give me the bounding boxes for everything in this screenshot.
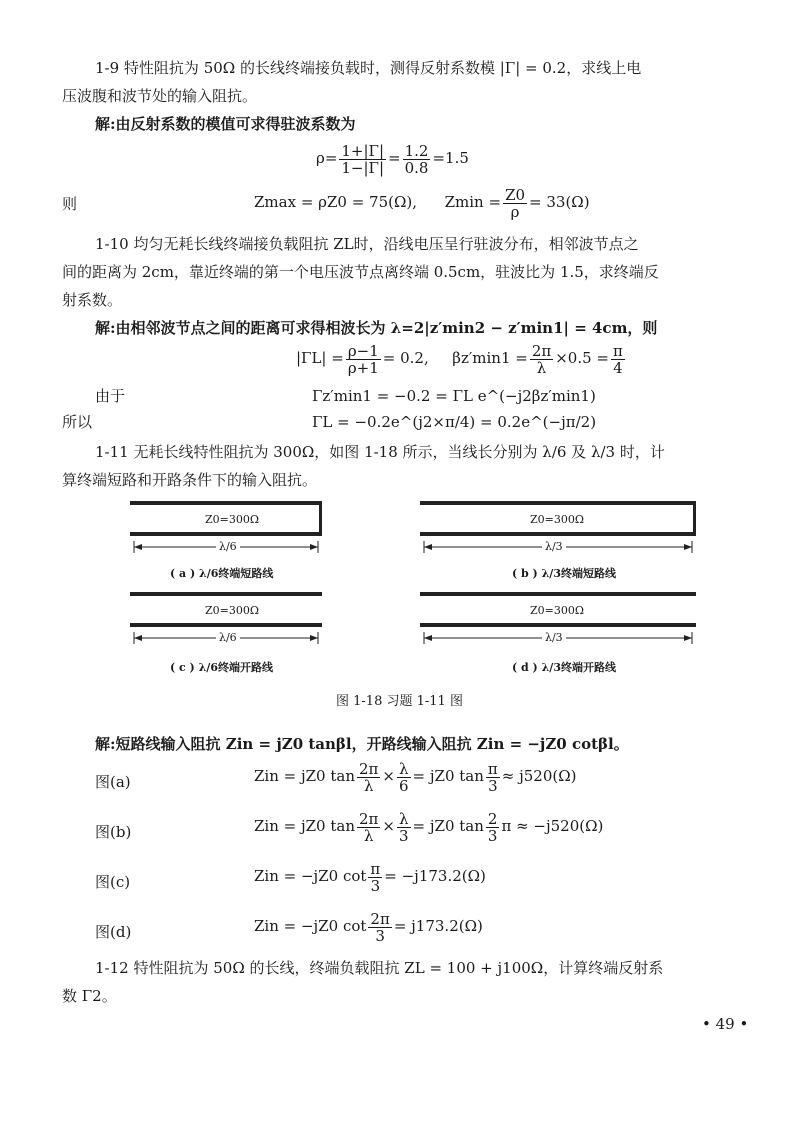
fd-eq1: Zin = −jZ0 cot (254, 917, 367, 935)
fa-d3: 3 (488, 776, 498, 795)
figure-a-arrow-left (134, 544, 142, 550)
zmax-text: Zmax = ρZ0 = 75(Ω), (254, 193, 418, 211)
rho-eq: = (388, 149, 401, 167)
figure-d-caption: ( d ) λ/3终端开路线 (512, 661, 616, 674)
bz-den: λ (536, 358, 547, 377)
page-number: • 49 • (702, 1015, 749, 1033)
label-fig-c: 图(c) (95, 873, 131, 891)
figure-a-caption: ( a ) λ/6终端短路线 (170, 567, 274, 580)
fb-d2: 3 (399, 826, 409, 845)
rho-den2: 0.8 (404, 158, 429, 177)
fa-eq2: = jZ0 tan (412, 767, 484, 785)
fd-result: = j173.2(Ω) (393, 917, 483, 935)
figure-d-impedance-label: Z0=300Ω (530, 604, 584, 617)
fa-result: ≈ j520(Ω) (501, 767, 577, 785)
bz-lhs: βz′min1 = (452, 349, 528, 367)
fb-d1: λ (363, 826, 374, 845)
fb-n3: 2 (487, 809, 498, 828)
figure-b-bottom-conductor (420, 532, 696, 536)
figure-a-arrow-right (310, 544, 318, 550)
figure-a-length-label: λ/6 (216, 540, 240, 553)
zmin-lhs: Zmin = (444, 193, 502, 211)
figure-b-arrow-right (684, 544, 692, 550)
figure-c-bottom-conductor (130, 623, 322, 627)
figure-b-caption: ( b ) λ/3终端短路线 (512, 567, 616, 580)
fc-d: 3 (370, 876, 381, 895)
zmin-result: = 33(Ω) (529, 193, 590, 211)
problem-1-10-line3: 射系数。 (62, 291, 123, 309)
fb-result: π ≈ −j520(Ω) (501, 817, 604, 835)
fa-n3: π (487, 759, 498, 778)
fc-result: = −j173.2(Ω) (384, 867, 486, 885)
label-fig-d: 图(d) (95, 923, 132, 941)
rho-result: =1.5 (432, 149, 469, 167)
fb-eq1: Zin = jZ0 tan (254, 817, 356, 835)
fa-d2: 6 (399, 776, 409, 795)
gl-num: ρ−1 (347, 341, 379, 360)
bz-mid: ×0.5 = (555, 349, 609, 367)
figure-c-top-conductor (130, 592, 322, 596)
label-fig-a: 图(a) (95, 773, 131, 791)
problem-1-11-line1: 1-11 无耗长线特性阻抗为 300Ω，如图 1-18 所示，当线长分别为 λ/6 及 λ/3 时，计 (95, 443, 665, 461)
figure-d-length-label: λ/3 (542, 631, 566, 644)
rho-den: 1−|Γ| (341, 158, 385, 177)
youyu-equation: Γz′min1 = −0.2 = ΓL e^(−j2βz′min1) (312, 387, 596, 405)
fb-eq2: = jZ0 tan (412, 817, 484, 835)
rho-lhs: ρ= (316, 149, 338, 167)
gl-lhs: |ΓL| = (296, 349, 344, 367)
figure-d-arrow-right (684, 635, 692, 641)
figure-c-impedance-label: Z0=300Ω (205, 604, 259, 617)
fa-n1: 2π (359, 759, 379, 778)
zmin-den: ρ (510, 202, 520, 221)
fa-n2: λ (397, 761, 411, 778)
figure-a-top-conductor (130, 501, 322, 505)
fa-eq1: Zin = jZ0 tan (254, 767, 356, 785)
fc-n: π (370, 859, 381, 878)
rho-num2: 1.2 (404, 141, 429, 160)
figure-a-bottom-conductor (130, 532, 322, 536)
equation-fig-a (254, 756, 577, 796)
fb-x: × (382, 817, 395, 835)
figure-d-top-conductor (420, 592, 696, 596)
fb-n1: 2π (359, 809, 379, 828)
figure-c-arrow-left (134, 635, 142, 641)
figure-d-arrow-left (424, 635, 432, 641)
bz-den2: 4 (613, 358, 623, 377)
zmin-num: Z0 (505, 185, 526, 204)
equation-fig-c (254, 856, 486, 896)
label-fig-b: 图(b) (95, 823, 132, 841)
solution-1-9-intro: 解:由反射系数的模值可求得驻波系数为 (95, 115, 356, 133)
fd-d: 3 (375, 926, 385, 945)
problem-1-10-line1: 1-10 均匀无耗长线终端接负载阻抗 ZL时，沿线电压呈行驻波分布，相邻波节点之 (95, 235, 639, 253)
rho-num: 1+|Γ| (341, 141, 385, 160)
problem-1-12-line1: 1-12 特性阻抗为 50Ω 的长线，终端负载阻抗 ZL = 100 + j100Ω，计算终端反射系 (95, 959, 664, 977)
label-ze: 则 (62, 195, 78, 213)
figure-c-arrow-right (310, 635, 318, 641)
suoyi-equation: ΓL = −0.2e^(j2×π/4) = 0.2e^(−jπ/2) (312, 413, 597, 431)
fd-n: 2π (370, 909, 390, 928)
figure-c-caption: ( c ) λ/6终端开路线 (170, 661, 273, 674)
figure-a-impedance-label: Z0=300Ω (205, 513, 259, 526)
label-youyu: 由于 (95, 387, 126, 405)
bz-num: 2π (531, 341, 552, 360)
figure-b-length-label: λ/3 (542, 540, 566, 553)
figure-b-arrow-left (424, 544, 432, 550)
figure-caption: 图 1-18 习题 1-11 图 (336, 694, 463, 709)
problem-1-11-line2: 算终端短路和开路条件下的输入阻抗。 (62, 471, 318, 489)
solution-1-10-intro: 解:由相邻波节点之间的距离可求得相波长为 λ=2|z′min2 − z′min1| = 4cm，则 (95, 319, 658, 337)
figure-a-short (319, 501, 322, 536)
figure-b-impedance-label: Z0=300Ω (530, 513, 584, 526)
figure-d-bottom-conductor (420, 623, 696, 627)
gl-result: = 0.2, (382, 349, 429, 367)
fc-eq1: Zin = −jZ0 cot (254, 867, 367, 885)
equation-fig-b (254, 806, 603, 846)
bz-num2: π (613, 341, 623, 360)
gl-den: ρ+1 (347, 358, 379, 377)
fa-d1: λ (363, 776, 374, 795)
figure-c-length-label: λ/6 (216, 631, 240, 644)
figure-b-top-conductor (420, 501, 696, 505)
problem-1-12-line2: 数 Γ2。 (62, 987, 117, 1005)
fb-n2: λ (397, 811, 411, 828)
fa-x: × (382, 767, 395, 785)
label-suoyi: 所以 (62, 413, 93, 431)
problem-1-10-line2: 间的距离为 2cm，靠近终端的第一个电压波节点离终端 0.5cm，驻波比为 1.5，求终端反 (62, 263, 659, 281)
figure-b-short (693, 501, 696, 536)
solution-1-11-intro: 解:短路线输入阻抗 Zin = jZ0 tanβl，开路线输入阻抗 Zin = −jZ0 cotβl。 (95, 735, 629, 753)
fb-d3: 3 (487, 826, 498, 845)
problem-1-9-line1: 1-9 特性阻抗为 50Ω 的长线终端接负载时，测得反射系数模 |Γ| = 0.2，求线上电 (95, 59, 642, 77)
problem-1-9-line2: 压波腹和波节处的输入阻抗。 (62, 87, 258, 105)
equation-fig-d (254, 906, 483, 946)
